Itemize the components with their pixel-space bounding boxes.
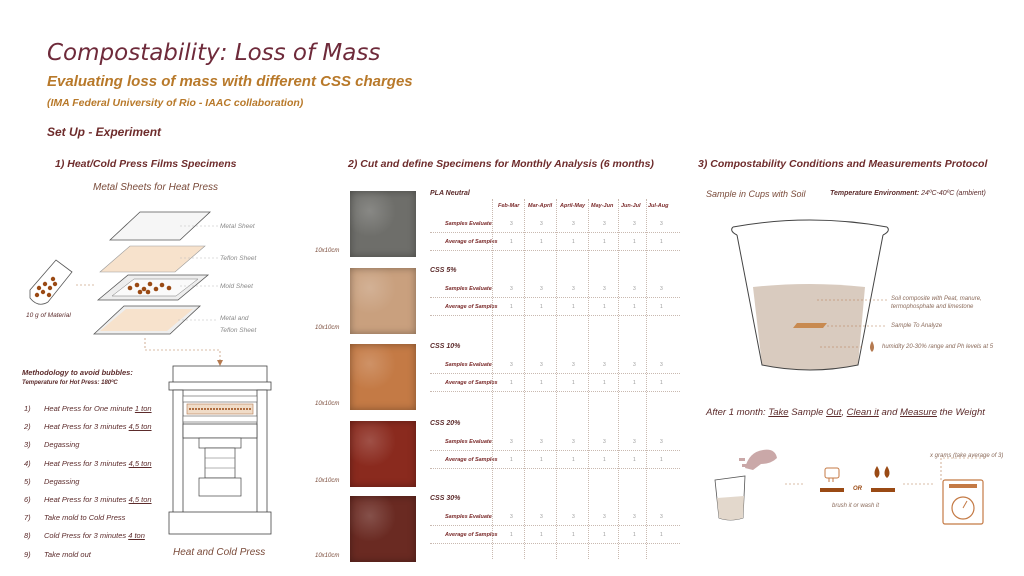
specimen-image xyxy=(350,421,416,487)
specimen-size: 10x10cm xyxy=(315,401,340,407)
brush-icon xyxy=(825,468,839,482)
material-name: CSS 20% xyxy=(430,420,461,427)
material-name: CSS 5% xyxy=(430,267,457,274)
value-cell: 1 xyxy=(510,532,513,538)
method-step: 6) Heat Press for 3 minutes 4,5 ton xyxy=(24,494,152,504)
water-drops-icon xyxy=(875,466,890,478)
value-cell: 3 xyxy=(510,221,513,227)
humidity-note: humidity 20-30% range and Ph levels at 5 xyxy=(882,344,994,350)
hand-icon xyxy=(739,450,777,470)
water-drop-icon xyxy=(870,341,874,352)
value-cell: 3 xyxy=(633,362,636,368)
value-cell: 1 xyxy=(540,457,543,463)
material-name: PLA Neutral xyxy=(430,190,470,197)
soil-note-2: termophosphate and limestone xyxy=(891,304,974,310)
value-cell: 3 xyxy=(572,362,575,368)
value-cell: 1 xyxy=(572,239,575,245)
or-label: OR xyxy=(853,486,862,492)
specimen-image xyxy=(350,268,416,334)
soil-note-1: Soil composite with Peat, manure, xyxy=(891,296,982,302)
value-cell: 1 xyxy=(660,239,663,245)
metal-sheet-top xyxy=(110,212,210,240)
value-cell: 1 xyxy=(603,304,606,310)
value-cell: 3 xyxy=(603,514,606,520)
row-label: Average of Samples xyxy=(445,239,498,245)
method-step: 5) Degassing xyxy=(24,476,80,486)
value-cell: 1 xyxy=(633,239,636,245)
method-title: Methodology to avoid bubbles: xyxy=(22,368,133,377)
sample-note: Sample To Analyze xyxy=(891,323,943,329)
scale-icon xyxy=(943,480,983,524)
row-label: Average of Samples xyxy=(445,532,498,538)
brush-note: brush it or wash it xyxy=(832,503,880,509)
method-step: 1) Heat Press for One minute 1 ton xyxy=(24,404,152,413)
specimen-image xyxy=(350,344,416,410)
value-cell: 1 xyxy=(540,304,543,310)
value-cell: 3 xyxy=(603,221,606,227)
specimen-size: 10x10cm xyxy=(315,248,340,254)
setup-heading: Set Up - Experiment xyxy=(47,125,162,139)
material-name: CSS 30% xyxy=(430,495,461,502)
row-divider xyxy=(430,250,680,251)
sheets-caption: Metal Sheets for Heat Press xyxy=(93,182,219,193)
month-header: Mar-April xyxy=(528,203,553,209)
value-cell: 3 xyxy=(660,514,663,520)
value-cell: 3 xyxy=(510,439,513,445)
column-divider xyxy=(556,199,557,559)
row-divider xyxy=(430,468,680,469)
value-cell: 3 xyxy=(540,221,543,227)
value-cell: 3 xyxy=(572,286,575,292)
value-cell: 3 xyxy=(633,221,636,227)
value-cell: 3 xyxy=(540,439,543,445)
material-name: CSS 10% xyxy=(430,343,461,350)
row-label: Average of Samples xyxy=(445,304,498,310)
specimen-image xyxy=(350,496,416,562)
value-cell: 3 xyxy=(633,514,636,520)
row-label: Samples Evaluate xyxy=(445,286,492,292)
layer-label-metal-and: Metal and xyxy=(220,315,249,322)
value-cell: 3 xyxy=(603,286,606,292)
method-step: 4) Heat Press for 3 minutes 4,5 ton xyxy=(24,458,152,468)
value-cell: 3 xyxy=(572,514,575,520)
method-step: 8) Cold Press for 3 minutes 4 ton xyxy=(24,531,145,541)
section1-heading: 1) Heat/Cold Press Films Specimens xyxy=(55,158,237,170)
month-header: Jun-Jul xyxy=(621,203,641,209)
month-header: Jul-Aug xyxy=(648,203,669,209)
row-label: Samples Evaluate xyxy=(445,439,492,445)
value-cell: 3 xyxy=(603,439,606,445)
temperature-environment xyxy=(830,190,986,197)
column-divider xyxy=(524,199,525,559)
specimen-size: 10x10cm xyxy=(315,553,340,559)
value-cell: 1 xyxy=(540,239,543,245)
cups-caption: Sample in Cups with Soil xyxy=(706,189,806,199)
value-cell: 1 xyxy=(603,457,606,463)
value-cell: 3 xyxy=(510,362,513,368)
row-divider xyxy=(430,315,680,316)
value-cell: 1 xyxy=(633,532,636,538)
value-cell: 1 xyxy=(510,304,513,310)
value-cell: 3 xyxy=(660,221,663,227)
value-cell: 3 xyxy=(572,221,575,227)
row-label: Samples Evaluate xyxy=(445,514,492,520)
method-step: 9) Take mold out xyxy=(24,549,91,559)
value-cell: 1 xyxy=(660,380,663,386)
sample-piece xyxy=(793,323,827,328)
layer-label-mold: Mold Sheet xyxy=(220,283,253,290)
page-title: Compostability: Loss of Mass xyxy=(47,40,381,66)
material-label: 10 g of Material xyxy=(26,312,71,319)
page-subtitle: Evaluating loss of mass with different CSS charges xyxy=(47,73,413,90)
row-divider xyxy=(430,525,680,526)
section3-heading: 3) Compostability Conditions and Measurements Protocol xyxy=(698,158,988,170)
value-cell: 1 xyxy=(572,457,575,463)
value-cell: 1 xyxy=(572,380,575,386)
specimen-grid xyxy=(310,185,690,565)
value-cell: 1 xyxy=(603,532,606,538)
value-cell: 1 xyxy=(572,304,575,310)
value-cell: 3 xyxy=(603,362,606,368)
value-cell: 1 xyxy=(660,532,663,538)
value-cell: 3 xyxy=(633,286,636,292)
value-cell: 3 xyxy=(572,439,575,445)
cup-icon xyxy=(715,476,745,520)
row-label: Samples Evaluate xyxy=(445,221,492,227)
specimen-size: 10x10cm xyxy=(315,325,340,331)
value-cell: 1 xyxy=(603,380,606,386)
row-divider xyxy=(430,450,680,451)
value-cell: 3 xyxy=(540,286,543,292)
temperature-value: 24ºC-40ºC (ambient) xyxy=(921,190,986,197)
value-cell: 3 xyxy=(660,362,663,368)
press-caption: Heat and Cold Press xyxy=(173,547,266,558)
month-header: April-May xyxy=(560,203,586,209)
teflon-sheet-top xyxy=(100,246,205,272)
row-label: Samples Evaluate xyxy=(445,362,492,368)
method-step: 7) Take mold to Cold Press xyxy=(24,513,126,523)
temperature-label: Temperature Environment: xyxy=(830,190,920,197)
row-label: Average of Samples xyxy=(445,457,498,463)
value-cell: 1 xyxy=(510,239,513,245)
value-cell: 3 xyxy=(510,514,513,520)
value-cell: 3 xyxy=(633,439,636,445)
layer-label-teflon: Teflon Sheet xyxy=(220,255,257,262)
row-divider xyxy=(430,297,680,298)
after-month-instruction: After 1 month: Take Sample Out, Clean it and Measure the Weight xyxy=(706,407,985,418)
press-diagram xyxy=(165,362,275,540)
value-cell: 1 xyxy=(603,239,606,245)
methodology-steps xyxy=(24,404,184,568)
value-cell: 1 xyxy=(633,380,636,386)
value-cell: 1 xyxy=(572,532,575,538)
value-cell: 1 xyxy=(540,380,543,386)
column-divider xyxy=(646,199,647,559)
month-header: Feb-Mar xyxy=(498,203,520,209)
soil-cup-diagram xyxy=(725,215,895,385)
row-divider xyxy=(430,373,680,374)
method-temperature: Temperature for Hot Press: 180ºC xyxy=(22,380,118,386)
value-cell: 3 xyxy=(660,439,663,445)
row-divider xyxy=(430,232,680,233)
value-cell: 3 xyxy=(540,362,543,368)
column-divider xyxy=(492,199,493,559)
method-step: 3) Degassing xyxy=(24,440,80,450)
row-divider xyxy=(430,543,680,544)
section2-heading: 2) Cut and define Specimens for Monthly Analysis (6 months) xyxy=(348,158,654,170)
sheets-diagram xyxy=(20,200,320,370)
row-label: Average of Samples xyxy=(445,380,498,386)
collaboration-note: (IMA Federal University of Rio - IAAC collaboration) xyxy=(47,97,304,109)
value-cell: 1 xyxy=(633,304,636,310)
column-divider xyxy=(588,199,589,559)
column-divider xyxy=(618,199,619,559)
month-header: May-Jun xyxy=(591,203,614,209)
value-cell: 1 xyxy=(540,532,543,538)
specimen-size: 10x10cm xyxy=(315,478,340,484)
value-cell: 3 xyxy=(660,286,663,292)
value-cell: 1 xyxy=(660,304,663,310)
method-step: 2) Heat Press for 3 minutes 4,5 ton xyxy=(24,422,152,432)
specimen-image xyxy=(350,191,416,257)
value-cell: 3 xyxy=(510,286,513,292)
value-cell: 1 xyxy=(660,457,663,463)
beaker-icon xyxy=(30,260,72,304)
row-divider xyxy=(430,391,680,392)
value-cell: 3 xyxy=(540,514,543,520)
grams-note: x grams (take average of 3) xyxy=(930,453,1004,459)
layer-label-teflon2: Teflon Sheet xyxy=(220,327,257,334)
value-cell: 1 xyxy=(633,457,636,463)
layer-label-metal: Metal Sheet xyxy=(220,223,255,230)
value-cell: 1 xyxy=(510,457,513,463)
value-cell: 1 xyxy=(510,380,513,386)
